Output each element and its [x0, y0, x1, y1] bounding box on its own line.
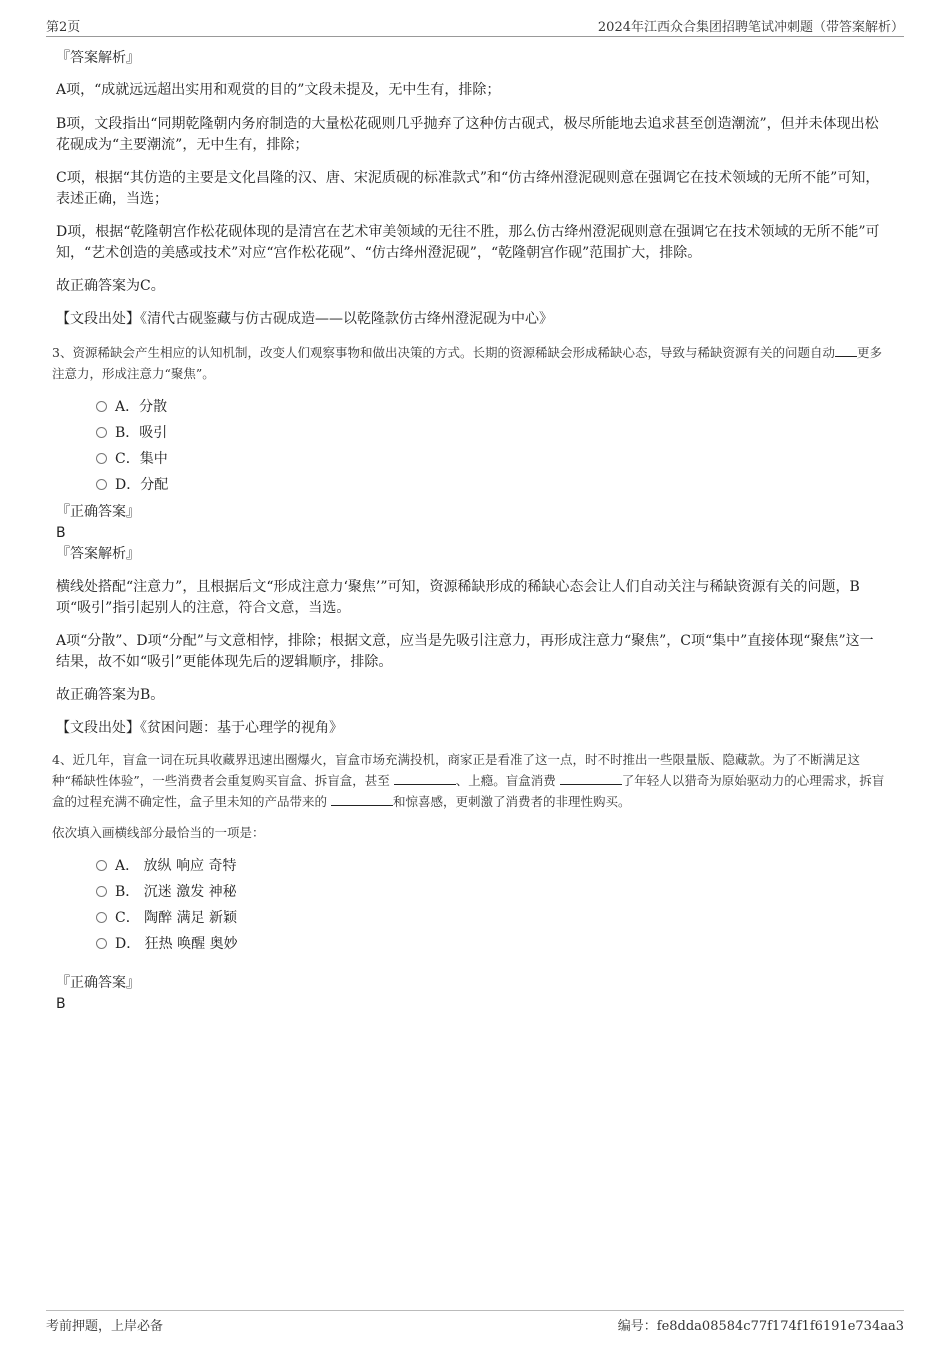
q4-stem-2: 、上瘾。盲盒消费	[455, 773, 556, 788]
q4-stem	[52, 749, 886, 812]
q4-blank-1	[394, 772, 456, 785]
q4-option-a[interactable]: A． 放纵 响应 奇特	[96, 853, 886, 879]
q2-analysis-label: 『答案解析』	[56, 50, 140, 66]
footer-slogan: 考前押题，上岸必备	[46, 1319, 164, 1334]
q4-option-d[interactable]: D． 狂热 唤醒 奥妙	[96, 931, 886, 957]
q3-source: 【文段出处】《贫困问题：基于心理学的视角》	[56, 720, 343, 736]
document-body	[52, 46, 886, 1015]
radio-icon[interactable]	[96, 860, 107, 871]
q2-analysis-a: A项，“成就远远超出实用和观赏的目的”文段未提及，无中生有，排除；	[56, 82, 501, 98]
q3-option-d[interactable]: D．分配	[96, 472, 886, 498]
q2-source: 【文段出处】《清代古砚鉴藏与仿古砚成造——以乾隆款仿古绛州澄泥砚为中心》	[56, 311, 553, 327]
q3-blank	[835, 344, 857, 357]
q3-options	[96, 394, 886, 498]
q4-option-b[interactable]: B． 沉迷 激发 神秘	[96, 879, 886, 905]
q4-blank-2	[560, 772, 622, 785]
radio-icon[interactable]	[96, 886, 107, 897]
q3-option-b[interactable]: B．吸引	[96, 420, 886, 446]
q4-blank-3	[331, 793, 393, 806]
q3-stem	[52, 342, 886, 384]
q2-analysis-c: C项，根据“其仿造的主要是文化昌隆的汉、唐、宋泥质砚的标准款式”和“仿古绛州澄泥砚则意在强调它在技术领域的无所不能”可知，表述正确，当选；	[56, 170, 880, 207]
radio-icon[interactable]	[96, 912, 107, 923]
q3-analysis-1: 横线处搭配“注意力”，且根据后文“形成注意力‘聚焦’”可知，资源稀缺形成的稀缺心态会让人们自动关注与稀缺资源有关的问题，B项“吸引”指引起别人的注意，符合文意，当选。	[56, 579, 860, 616]
q3-analysis-label: 『答案解析』	[56, 546, 140, 562]
q4-answer-label: 『正确答案』	[56, 975, 140, 991]
q2-analysis-b: B项，文段指出“同期乾隆朝内务府制造的大量松花砚则几乎抛弃了这种仿古砚式，极尽所能地去追求甚至创造潮流”，但并未体现出松花砚成为“主要潮流”，无中生有，排除；	[56, 116, 879, 153]
q2-analysis-d: D项，根据“乾隆朝宫作松花砚体现的是清宫在艺术审美领域的无往不胜，那么仿古绛州澄泥砚则意在强调它在技术领域的无所不能”可知，“艺术创造的美感或技术”对应“宫作松花砚”、“仿古绛州澄泥砚”，“乾隆朝宫作砚”范围扩大，排除。	[56, 224, 880, 261]
page-number: 第2页	[46, 20, 81, 35]
q3-stem-before: 3、资源稀缺会产生相应的认知机制，改变人们观察事物和做出决策的方式。长期的资源稀缺会形成稀缺心态，导致与稀缺资源有关的问题自动	[52, 345, 835, 360]
q3-analysis-2: A项“分散”、D项“分配”与文意相悖，排除；根据文意，应当是先吸引注意力，再形成注意力“聚焦”，C项“集中”直接体现“聚焦”这一结果，故不如“吸引”更能体现先后的逻辑顺序，排除。	[56, 633, 874, 670]
radio-icon[interactable]	[96, 427, 107, 438]
radio-icon[interactable]	[96, 401, 107, 412]
document-title: 2024年江西众合集团招聘笔试冲刺题（带答案解析）	[597, 20, 904, 35]
page-footer	[46, 1310, 904, 1334]
q4-option-c[interactable]: C． 陶醉 满足 新颖	[96, 905, 886, 931]
q4-stem-1: 4、近几年，盲盒一词在玩具收藏界迅速出圈爆火，盲盒市场充满投机，商家正是看准了这一点，时不时推出一些限量版、隐藏款。为了不断满足这种“稀缺性体验”，一些消费者会重复购买盲盒、拆盲盒，甚至	[52, 752, 860, 788]
document-id: 编号：fe8dda08584c77f174f1f6191e734aa3	[617, 1319, 904, 1334]
q3-option-c[interactable]: C．集中	[96, 446, 886, 472]
q3-conclusion: 故正确答案为B。	[56, 687, 165, 703]
radio-icon[interactable]	[96, 453, 107, 464]
q3-option-a[interactable]: A．分散	[96, 394, 886, 420]
q4-options	[96, 853, 886, 957]
q2-conclusion: 故正确答案为C。	[56, 278, 165, 294]
q3-stem-after: 更多注意力，形成注意力“聚焦”。	[52, 345, 882, 381]
q3-answer-label: 『正确答案』	[56, 504, 140, 520]
radio-icon[interactable]	[96, 479, 107, 490]
q4-stem-4: 和惊喜感，更刺激了消费者的非理性购买。	[393, 794, 631, 809]
q4-stem-3: 了年轻人以猎奇为原始驱动力的心理需求，拆盲盒的过程充满不确定性，盒子里未知的产品带来的	[52, 773, 885, 809]
page-header	[46, 14, 904, 37]
q4-answer: B	[56, 996, 66, 1012]
q4-prompt: 依次填入画横线部分最恰当的一项是：	[52, 825, 265, 840]
radio-icon[interactable]	[96, 938, 107, 949]
q3-answer: B	[56, 525, 66, 541]
